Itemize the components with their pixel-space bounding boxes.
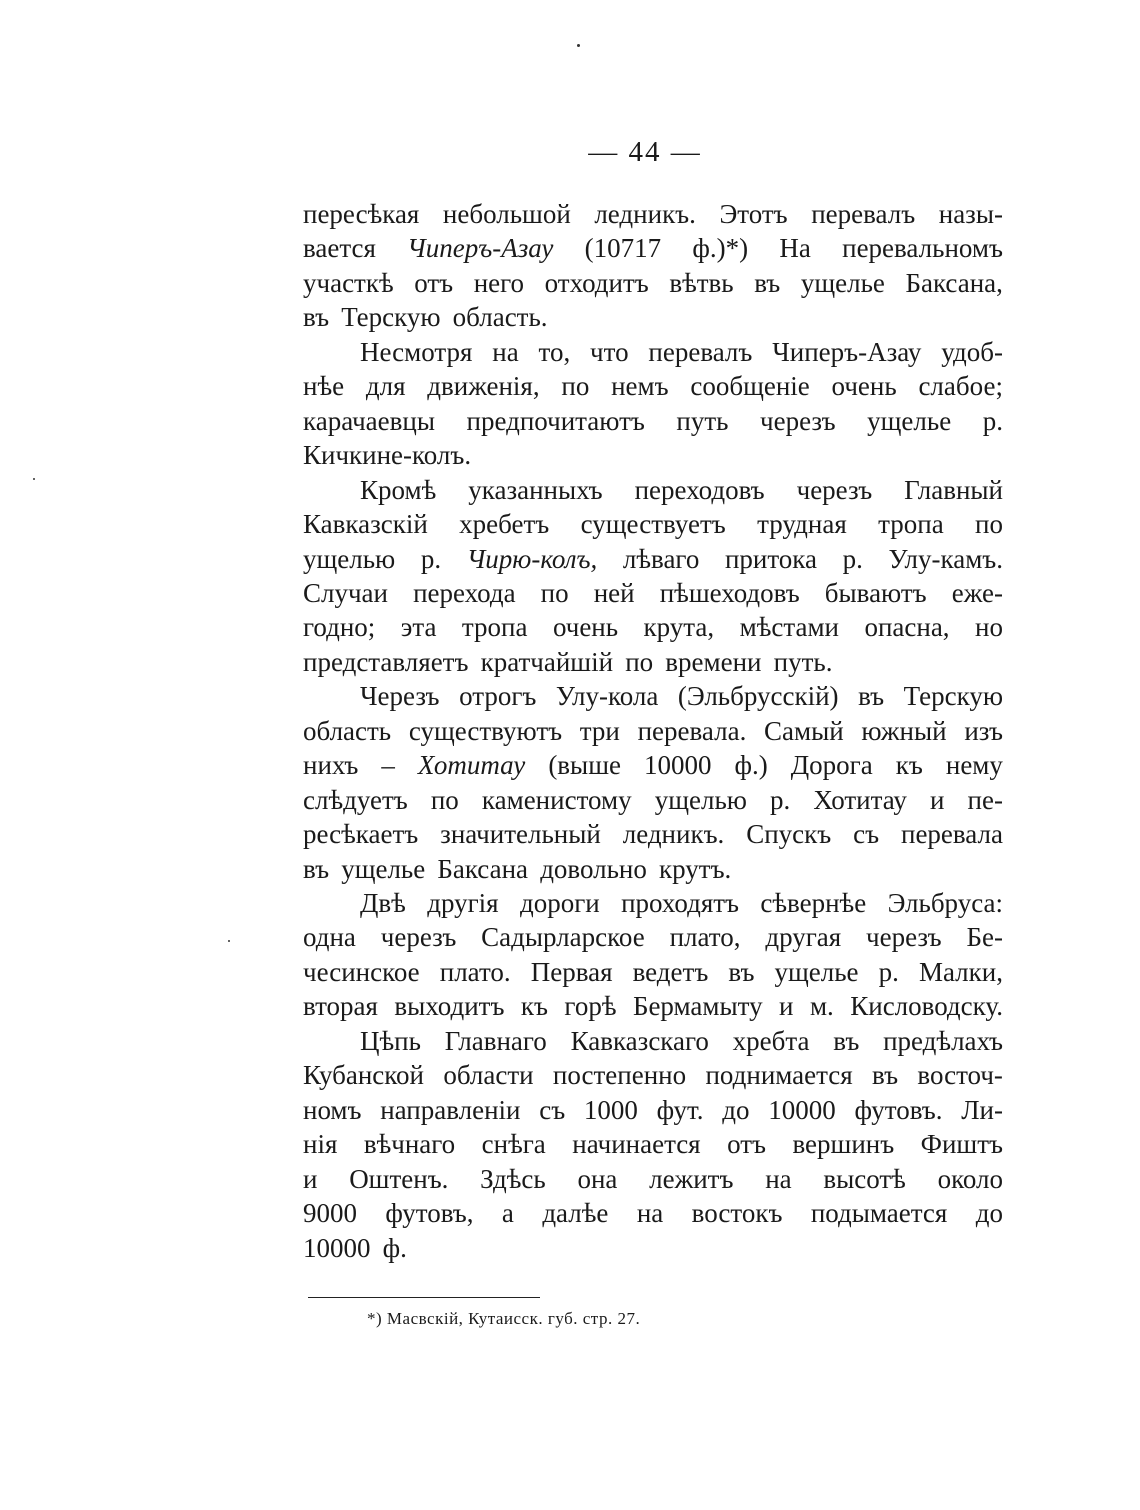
word: восточ- [917,1060,1003,1091]
word: лежитъ [649,1163,734,1194]
word: карачаевцы [303,405,435,436]
word: три [579,715,620,746]
word: Малки, [918,956,1003,987]
word: съ [853,819,880,850]
word: Первая [530,956,613,987]
word: перевалъ [648,336,753,367]
word: слабое; [918,371,1003,402]
word: по [975,509,1003,540]
word: въ [303,853,330,884]
word: пе- [967,784,1003,815]
word: области [443,1060,534,1091]
word: ущелье [867,405,952,436]
word: 9000 [303,1198,357,1229]
text-line [303,230,1003,266]
word: очень [552,612,619,643]
word: другія [427,888,499,918]
word: Кубанской [303,1060,424,1091]
word: что [590,336,629,367]
text-line [303,1161,1003,1197]
word: ледникъ. [622,819,725,850]
word: Кромѣ [360,474,437,505]
word: къ [895,750,923,781]
word: Садырларское [481,922,645,953]
word: кратчайшій [480,646,614,677]
word: Кавказскій [303,509,428,540]
word: снѣга [481,1129,546,1160]
footnote-rule [308,1297,540,1298]
word: и [303,1163,318,1194]
word: р. [878,956,899,987]
word: Терскую [903,681,1003,712]
word: въ [754,267,781,298]
word: поднимается [705,1060,853,1091]
text-line [303,747,1003,783]
word: тропа [878,509,944,540]
word: чесинское [303,956,420,987]
word: другая [765,922,842,953]
word: по [561,371,590,402]
word: отходитъ [544,267,649,298]
word: крута, [643,612,715,643]
text-line [303,265,1003,301]
word: Самый [764,715,844,746]
word: указанныхъ [468,474,603,505]
word: ледникъ. [594,199,696,229]
word: Ли- [961,1094,1003,1125]
word: путь [676,405,729,436]
word: Терскую [341,302,441,333]
word: Черезъ [360,681,440,712]
word: времени [665,646,762,677]
text-line [303,541,1003,577]
word: Чиперъ-Азау [407,233,554,264]
word: то, [538,336,571,367]
word: черезъ [796,474,873,505]
text-line [303,919,1003,955]
text-line [303,851,1003,887]
word: Спускъ [746,819,832,850]
word: начинается [572,1129,701,1160]
word: удоб- [941,336,1003,367]
word: до [722,1094,750,1125]
text-line [303,954,1003,990]
word: въ [858,681,885,712]
word: плато, [669,922,741,953]
text-line [303,1057,1003,1093]
text-line [303,1230,1003,1266]
word: горѣ [564,991,617,1022]
word: на [636,1198,664,1229]
text-line [303,368,1003,404]
word: Кисловодску. [850,991,1003,1022]
word: Случаи [303,577,388,608]
word: участкѣ [303,267,394,298]
word: по [430,784,459,815]
word: а [501,1198,514,1229]
word: Улу-кола [555,681,659,712]
word: Баксана [437,853,529,884]
word: направленіи [380,1094,521,1125]
word: перевала [901,819,1003,850]
word: бываютъ [824,577,927,608]
word: Цѣпь [360,1025,421,1056]
text-line [360,1023,1003,1059]
word: р. [842,543,863,574]
word: высотѣ [823,1163,906,1194]
text-line [360,334,1003,370]
word: выходитъ [394,991,505,1022]
text-line [303,437,1003,473]
word: переходовъ [634,474,765,505]
word: пѣшеходовъ [659,577,800,608]
word: Эльбруса: [887,888,1003,918]
word: до [975,1198,1003,1229]
word: Хотитау [417,750,526,781]
text-line [360,472,1003,508]
word: трудная [757,509,847,540]
word: пересѣкая [303,199,420,229]
word: но [975,612,1003,643]
scan-speck [577,44,580,47]
word: р. [770,784,791,815]
word: вторая [303,991,378,1022]
word: въ [872,1060,899,1091]
word: крутъ. [659,853,732,884]
word: Улу-камъ. [888,543,1003,574]
word: На [779,233,811,264]
word: на [765,1163,792,1194]
word: отрогъ [459,681,537,712]
word: хребетъ [459,509,550,540]
word: р. [420,543,442,574]
word: Бе- [966,922,1003,953]
word: немъ [611,371,669,402]
word: черезъ [760,405,836,436]
word: номъ [303,1094,362,1125]
word: слѣдуетъ [303,784,408,815]
word: ф.)*) [692,233,749,264]
word: хребта [732,1025,810,1056]
word: него [473,267,525,298]
text-line [303,816,1003,852]
word: предпочитаютъ [466,405,645,436]
footnote: *) Масвскій, Кутаисск. губ. стр. 27. [367,1309,641,1328]
word: въ [728,956,755,987]
word: фут. [656,1094,704,1125]
text-line [303,403,1003,439]
word: очень [831,371,897,402]
word: по [540,577,569,608]
text-line [303,1092,1003,1128]
word: ресѣкаетъ [303,819,419,850]
word: 10000 [643,750,712,781]
word: Главный [904,474,1003,505]
word: Чиперъ-Азау [772,336,922,367]
text-line [303,713,1003,749]
word: 1000 [583,1094,638,1125]
word: Дорога [790,750,873,781]
text-line [360,678,1003,714]
word: далѣе [542,1198,609,1229]
word: изъ [964,715,1003,746]
word: ущелью [303,543,396,574]
word: назы- [938,199,1003,229]
word: притока [724,543,817,574]
word: плато. [439,956,511,987]
word: Чирю-колъ, [466,543,598,574]
word: Хотитау [813,784,907,815]
word: Главнаго [444,1025,547,1056]
word: область [303,715,392,746]
word: Оштенъ. [349,1163,449,1194]
word: футовъ. [854,1094,943,1125]
word: для [365,371,406,402]
text-line [303,506,1003,542]
word: Фиштъ [920,1129,1003,1160]
word: она [577,1163,618,1194]
word: дороги [519,888,600,918]
text-line [303,575,1003,611]
word: и [779,991,794,1022]
page-number: — 44 — [588,136,702,168]
word: черезъ [380,922,457,953]
word: (10717 [584,233,662,264]
text-line [303,1126,1003,1162]
word: перевальномъ [842,233,1003,264]
word: перехода [413,577,516,608]
word: черезъ [866,922,942,953]
word: въ [833,1025,860,1056]
word: путь. [773,646,833,677]
word: подымается [810,1198,948,1229]
word: одна [303,922,356,953]
word: проходятъ [621,888,739,918]
word: сообщеніе [690,371,810,402]
word: Двѣ [360,888,406,918]
text-line [303,609,1003,645]
word: къ [520,991,548,1022]
word: 10000 [768,1094,836,1125]
word: по [625,646,654,677]
word: южный [861,715,947,746]
word: представляетъ [303,646,469,677]
word: Кавказскаго [570,1025,709,1056]
text-line [303,1195,1003,1231]
word: и [929,784,945,815]
word: нія [303,1129,338,1160]
word: ведетъ [632,956,709,987]
word: годно; [303,612,376,643]
word: (Эльбрусскій) [677,681,839,712]
word: ней [593,577,635,608]
word: мѣстами [739,612,839,643]
word: Бермамыту [632,991,763,1022]
word: ущелье [800,267,885,298]
word: тропа [461,612,528,643]
word: востокъ [691,1198,783,1229]
word: ущелью [654,784,747,815]
word: – [381,750,395,781]
word: довольно [540,853,647,884]
word: небольшой [442,199,571,229]
scan-speck [228,940,230,942]
word: вершинъ [792,1129,895,1160]
word: ф. [382,1232,407,1263]
word: вѣтвь [669,267,734,298]
word: около [937,1163,1003,1194]
word: вается [303,233,376,264]
word: съ [539,1094,566,1125]
word: въ [303,302,330,333]
text-line [303,988,1003,1024]
word: значительный [440,819,601,850]
word: Кичкине-колъ. [303,440,472,471]
word: Здѣсь [480,1163,546,1194]
word: ф.) [734,750,768,781]
word: отъ [727,1129,766,1160]
word: каменистому [481,784,632,815]
word: Несмотря [360,336,473,367]
word: футовъ, [385,1198,474,1229]
word: р. [982,405,1003,436]
word: существуетъ [580,509,726,540]
text-line [303,196,1003,232]
word: вѣчнаго [363,1129,456,1160]
word: нему [945,750,1003,781]
text-line [360,885,1003,921]
word: область. [452,302,548,333]
word: движенія, [427,371,540,402]
word: на [492,336,519,367]
word: перевалъ [811,199,916,229]
word: сѣвернѣе [760,888,867,918]
word: Этотъ [719,199,788,229]
word: опасна, [864,612,950,643]
word: еже- [951,577,1003,608]
text-line [303,299,1003,335]
word: (выше [548,750,621,781]
word: постепенно [552,1060,687,1091]
word: ущелье [774,956,859,987]
text-line [303,644,1003,680]
word: лѣваго [622,543,700,574]
word: ущелье [341,853,426,884]
word: предѣлахъ [883,1025,1003,1056]
text-line [303,782,1003,818]
word: нихъ [303,750,359,781]
scan-speck [33,478,35,480]
word: Баксана, [905,267,1003,298]
word: существуютъ [408,715,563,746]
word: м. [809,991,834,1022]
word: нѣе [303,371,345,402]
word: перевала. [637,715,747,746]
word: эта [400,612,437,643]
word: отъ [414,267,454,298]
word: 10000 [303,1232,371,1263]
